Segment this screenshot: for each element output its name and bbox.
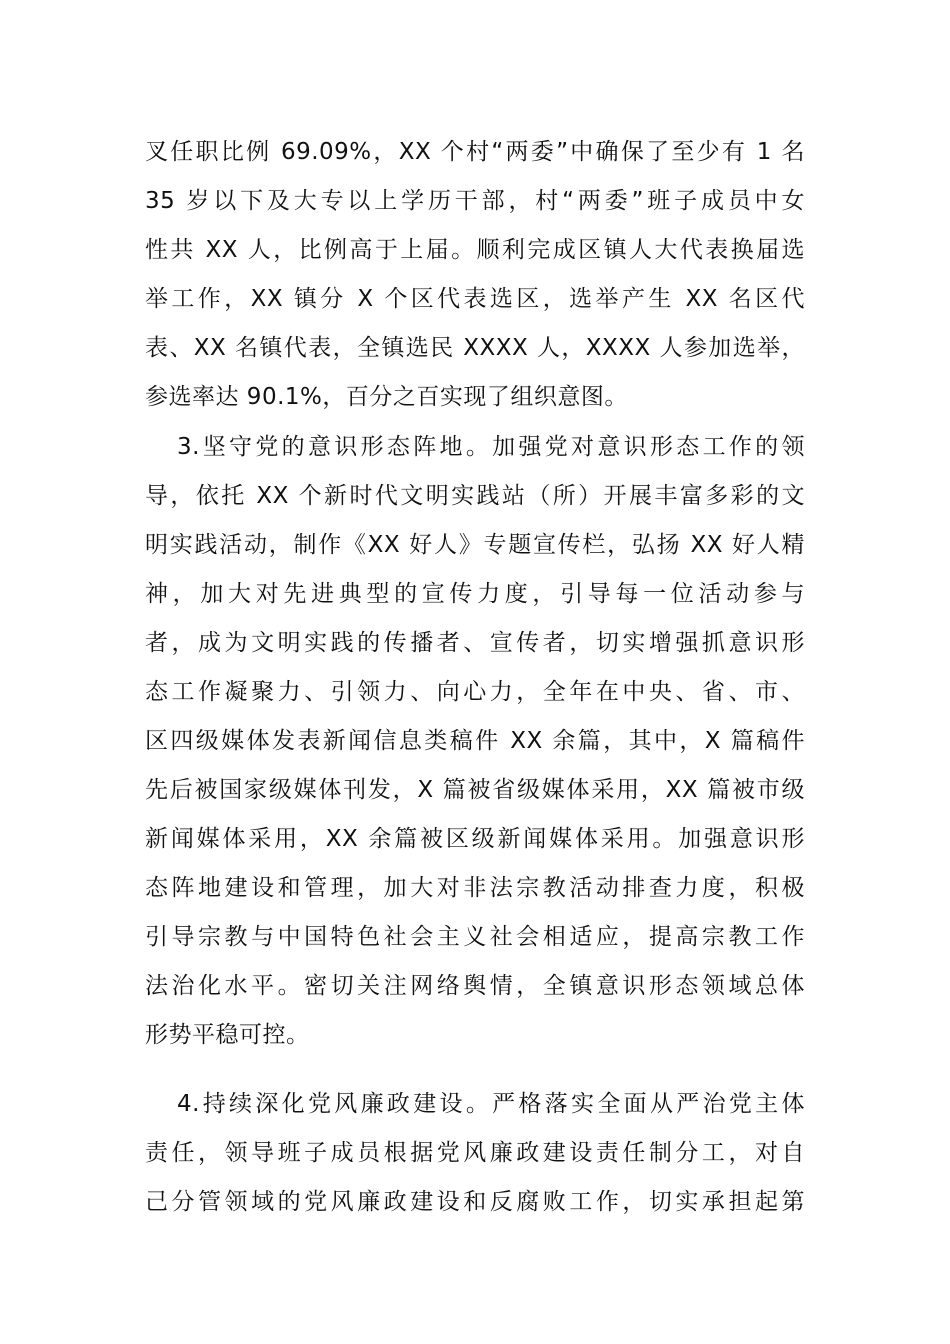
paragraph-clean-governance [145,1080,805,1227]
text-line: 责任，领导班子成员根据党风廉政建设责任制分工，对自 [145,1140,805,1166]
text-line: 形势平稳可控。 [145,1022,310,1048]
text-line: 表、XX 名镇代表，全镇选民 XXXX 人，XXXX 人参加选举， [145,335,805,361]
text-line: 3.坚守党的意识形态阵地。加强党对意识形态工作的领 [177,434,805,460]
text-line: 先后被国家级媒体刊发，X 篇被省级媒体采用，XX 篇被市级 [145,777,805,803]
text-line: 4.持续深化党风廉政建设。严格落实全面从严治党主体 [177,1091,805,1117]
text-line: 参选率达 90.1%，百分之百实现了组织意图。 [145,384,628,410]
text-line: 新闻媒体采用，XX 余篇被区级新闻媒体采用。加强意识形 [145,826,805,852]
text-line: 导，依托 XX 个新时代文明实践站（所）开展丰富多彩的文 [145,483,805,509]
text-line: 35 岁以下及大专以上学历干部，村“两委”班子成员中女 [145,188,805,214]
paragraph-election-results [145,128,805,422]
paragraph-ideology-position [145,423,805,1060]
text-line: 性共 XX 人，比例高于上届。顺利完成区镇人大代表换届选 [145,237,805,263]
text-line: 态阵地建设和管理，加大对非法宗教活动排查力度，积极 [145,875,805,901]
text-line: 法治化水平。密切关注网络舆情，全镇意识形态领域总体 [145,973,805,999]
text-line: 明实践活动，制作《XX 好人》专题宣传栏，弘扬 XX 好人精 [145,532,805,558]
text-line: 叉任职比例 69.09%，XX 个村“两委”中确保了至少有 1 名 [145,139,805,165]
text-line: 神，加大对先进典型的宣传力度，引导每一位活动参与 [145,581,805,607]
text-line: 引导宗教与中国特色社会主义社会相适应，提高宗教工作 [145,924,805,950]
text-line: 态工作凝聚力、引领力、向心力，全年在中央、省、市、 [145,679,805,705]
text-line: 己分管领域的党风廉政建设和反腐败工作，切实承担起第 [145,1189,805,1215]
text-line: 者，成为文明实践的传播者、宣传者，切实增强抓意识形 [145,630,805,656]
text-line: 举工作，XX 镇分 X 个区代表选区，选举产生 XX 名区代 [145,286,805,312]
text-line: 区四级媒体发表新闻信息类稿件 XX 余篇，其中，X 篇稿件 [145,728,805,754]
